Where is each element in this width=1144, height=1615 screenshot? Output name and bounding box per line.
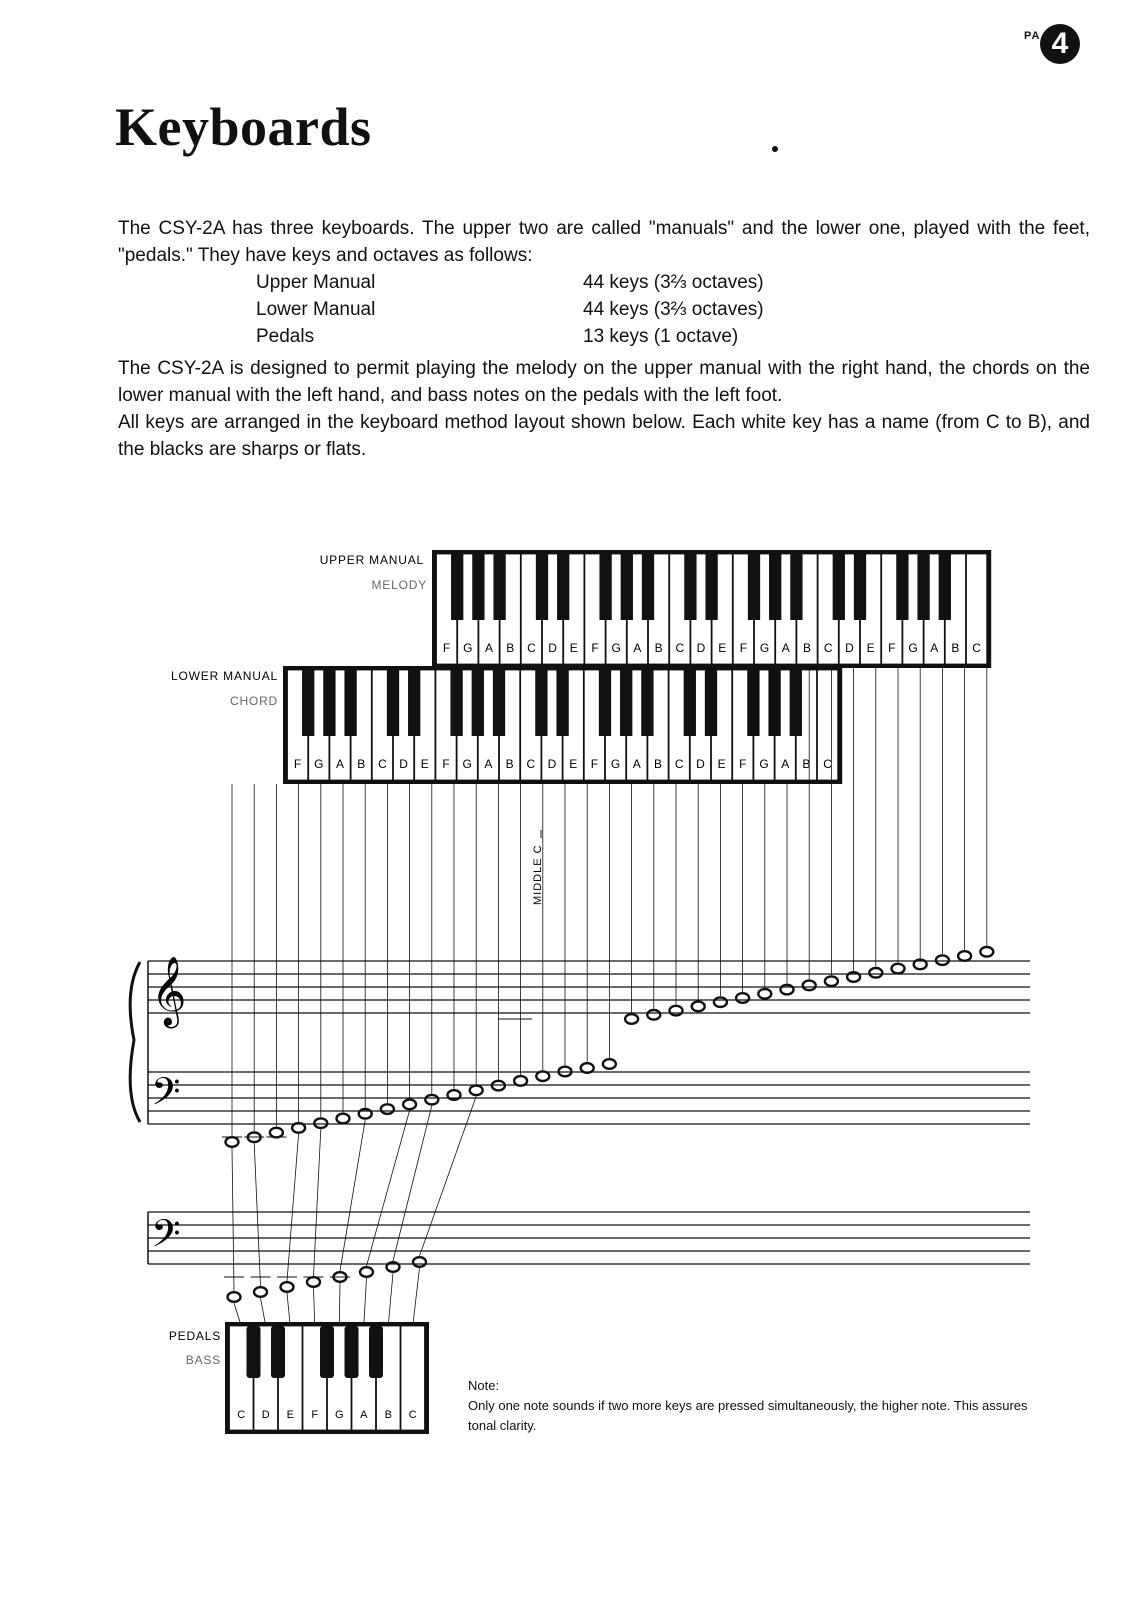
pedal-note-sequence [224, 1096, 476, 1326]
treble-clef-icon: 𝄞 [151, 957, 187, 1024]
upper-black-key [790, 554, 802, 620]
upper-key-label: E [718, 641, 727, 655]
lower-key-label: A [781, 757, 790, 771]
lower-key-label: F [739, 757, 747, 771]
pedal-drop-line [364, 1278, 367, 1326]
upper-key-label: C [972, 641, 981, 655]
page-tag-text: PA [1024, 30, 1041, 42]
pedal-link-line [287, 1134, 299, 1281]
treble-staff [148, 961, 1030, 1013]
pedal-key-label: E [286, 1409, 294, 1421]
upper-key-label: C [527, 641, 536, 655]
pedal-bass-clef-icon: 𝄢 [151, 1212, 181, 1264]
spec-value-pedals: 13 keys (1 octave) [583, 326, 739, 347]
upper-black-key [833, 554, 845, 620]
upper-black-key [939, 554, 951, 620]
whole-note [314, 1118, 327, 1128]
whole-note [714, 997, 727, 1007]
pedal-black-key [271, 1326, 285, 1378]
upper-key-label: F [739, 641, 748, 655]
pedal-drop-line [413, 1268, 420, 1326]
whole-note [403, 1100, 416, 1110]
upper-key-label: B [654, 641, 663, 655]
whole-note [692, 1002, 705, 1012]
whole-note [270, 1128, 283, 1138]
lower-manual-sub: CHORD [230, 694, 278, 708]
lower-black-key [705, 670, 717, 736]
bass-clef-icon: 𝄢 [151, 1070, 181, 1122]
upper-key-label: G [908, 641, 918, 655]
upper-manual-sub: MELODY [371, 578, 427, 592]
upper-key-label: F [591, 641, 599, 655]
lower-key-label: B [357, 757, 366, 771]
intro-paragraph: The CSY-2A has three keyboards. The upper two are called "manuals" and the lower one, played with the feet, "pedals." They have keys and octaves as follows: [118, 218, 1090, 266]
pedal-link-line [340, 1120, 365, 1271]
upper-black-key [557, 554, 569, 620]
whole-note [869, 968, 882, 978]
note-block [468, 1376, 1048, 1436]
lower-key-label: F [293, 757, 302, 771]
lower-key-label: C [526, 757, 536, 771]
page-title: Keyboards [115, 97, 372, 157]
whole-note [381, 1104, 394, 1114]
pedal-key-label: D [261, 1409, 270, 1421]
page-number: 4 [1040, 24, 1080, 64]
pedal-whole-note [281, 1282, 294, 1292]
lower-key-label: C [674, 757, 684, 771]
pedal-whole-note [307, 1277, 320, 1287]
upper-key-label: G [463, 641, 473, 655]
pedal-whole-note [360, 1267, 373, 1277]
grand-staff-brace [130, 962, 140, 1122]
lower-key-label: F [590, 757, 599, 771]
upper-black-key [896, 554, 908, 620]
upper-black-key [769, 554, 781, 620]
whole-note [892, 964, 905, 974]
pedal-black-key [369, 1326, 383, 1378]
upper-key-label: G [611, 641, 621, 655]
whole-note [736, 993, 749, 1003]
lower-black-key [599, 670, 611, 736]
whole-note [470, 1086, 483, 1096]
pedal-key-label: B [384, 1409, 392, 1421]
lower-key-label: B [505, 757, 514, 771]
upper-black-key [599, 554, 611, 620]
manual-note-sequence [222, 947, 993, 1147]
lower-key-label: G [610, 757, 621, 771]
upper-key-label: E [569, 641, 578, 655]
lower-black-key [747, 670, 759, 736]
lower-key-label: F [442, 757, 450, 771]
lower-key-label: C [378, 757, 387, 771]
pedal-whole-note [413, 1257, 426, 1267]
pedal-staff [148, 1212, 1030, 1264]
pedal-black-key [320, 1326, 334, 1378]
pedal-key-label: C [408, 1409, 417, 1421]
upper-key-label: C [823, 641, 833, 655]
pedal-key-label: A [360, 1409, 368, 1421]
upper-key-label: B [506, 641, 515, 655]
lower-black-key [302, 670, 314, 736]
layout-paragraph: All keys are arranged in the keyboard method layout shown below. Each white key has a name (from C to B), and the blacks are sharps or flats. [118, 412, 1090, 460]
middle-c-label: MIDDLE C [532, 844, 544, 905]
whole-note [625, 1014, 638, 1024]
whole-note [581, 1063, 594, 1073]
upper-manual-keyboard [432, 550, 991, 668]
lower-key-label: A [484, 757, 493, 771]
pedal-link-line [367, 1110, 410, 1266]
pedal-link-line [232, 1148, 234, 1291]
upper-key-label: D [696, 641, 706, 655]
pedals-label: PEDALS [168, 1329, 221, 1343]
lower-black-key [493, 670, 505, 736]
lower-manual-keyboard [283, 666, 842, 784]
whole-note [514, 1076, 527, 1086]
lower-black-key [556, 670, 568, 736]
design-paragraph: The CSY-2A is designed to permit playing the melody on the upper manual with the right hand, the chords on the lower manual with the left hand, and bass notes on the pedals with the left foot. [118, 358, 1090, 406]
lower-black-key [620, 670, 632, 736]
spec-value-lower: 44 keys (3⅔ octaves) [583, 299, 764, 320]
upper-key-label: F [442, 641, 451, 655]
upper-black-key [621, 554, 633, 620]
upper-manual-label: UPPER MANUAL [319, 553, 424, 567]
upper-black-key [917, 554, 929, 620]
whole-note [670, 1006, 683, 1016]
upper-key-label: A [484, 641, 494, 655]
lower-key-label: D [696, 757, 705, 771]
lower-black-key [323, 670, 335, 736]
whole-note [958, 951, 971, 961]
upper-key-label: F [888, 641, 896, 655]
pedal-drop-line [388, 1273, 393, 1326]
whole-note [647, 1010, 660, 1020]
whole-note [980, 947, 993, 957]
lower-black-key [387, 670, 399, 736]
lower-key-label: B [653, 757, 663, 771]
lower-black-key [790, 670, 802, 736]
lower-key-label: B [802, 757, 811, 771]
lower-key-label: A [335, 757, 345, 771]
lower-key-label: G [462, 757, 472, 771]
pedal-drop-line [261, 1298, 266, 1326]
lower-black-key [472, 670, 484, 736]
whole-note [758, 989, 771, 999]
upper-key-label: G [759, 641, 770, 655]
upper-key-label: C [675, 641, 685, 655]
upper-black-key [748, 554, 760, 620]
note-text: Only one note sounds if two more keys are pressed simultaneously, the higher note. This assures tonal clarity. [468, 1398, 1028, 1433]
pedal-drop-line [287, 1293, 290, 1326]
upper-black-key [854, 554, 866, 620]
lower-key-label: E [569, 757, 578, 771]
upper-key-label: D [845, 641, 854, 655]
whole-note [825, 976, 838, 986]
upper-black-key [451, 554, 463, 620]
lower-black-key [684, 670, 696, 736]
lower-key-label: D [399, 757, 408, 771]
whole-note [226, 1137, 239, 1147]
lower-key-label: G [314, 757, 324, 771]
upper-black-key [684, 554, 696, 620]
bass-staff [148, 1072, 1030, 1124]
whole-note [536, 1071, 549, 1081]
lower-manual-label: LOWER MANUAL [171, 669, 278, 683]
pedal-whole-note [254, 1287, 267, 1297]
pedal-black-key [247, 1326, 261, 1378]
whole-note [337, 1114, 350, 1124]
pedals-sub: BASS [185, 1353, 221, 1367]
whole-note [603, 1059, 616, 1069]
pedal-key-label: F [311, 1409, 319, 1421]
spec-name-pedals: Pedals [256, 326, 315, 347]
upper-key-label: D [548, 641, 557, 655]
upper-key-label: B [802, 641, 812, 655]
upper-black-key [472, 554, 484, 620]
whole-note [803, 981, 816, 991]
lower-black-key [344, 670, 356, 736]
pedal-keyboard [225, 1322, 429, 1434]
upper-key-label: A [930, 641, 939, 655]
lower-black-key [641, 670, 653, 736]
upper-black-key [705, 554, 717, 620]
pedal-key-label: C [237, 1409, 246, 1421]
upper-black-key [493, 554, 505, 620]
spec-name-lower: Lower Manual [256, 299, 376, 320]
upper-key-label: A [781, 641, 790, 655]
lower-black-key [535, 670, 547, 736]
upper-key-label: B [951, 641, 960, 655]
pedal-drop-line [339, 1283, 340, 1326]
pedal-whole-note [228, 1292, 241, 1302]
lower-key-label: C [823, 757, 832, 771]
lower-key-label: A [632, 757, 641, 771]
lower-key-label: D [547, 757, 557, 771]
upper-black-key [536, 554, 548, 620]
lower-black-key [450, 670, 462, 736]
lower-key-label: E [717, 757, 726, 771]
upper-key-label: E [866, 641, 875, 655]
whole-note [781, 985, 794, 995]
pedal-link-line [314, 1129, 321, 1276]
spec-name-upper: Upper Manual [256, 272, 376, 293]
pedal-black-key [345, 1326, 359, 1378]
lower-key-label: E [420, 757, 429, 771]
whole-note [936, 955, 949, 965]
pedal-drop-line [314, 1288, 315, 1326]
note-heading: Note: [468, 1378, 500, 1393]
lower-key-label: G [759, 757, 769, 771]
upper-black-key [642, 554, 654, 620]
lower-black-key [768, 670, 780, 736]
whole-note [425, 1095, 438, 1105]
lower-black-key [408, 670, 420, 736]
spec-value-upper: 44 keys (3⅔ octaves) [583, 272, 764, 293]
pedal-key-label: G [334, 1409, 344, 1421]
upper-key-label: A [633, 641, 642, 655]
